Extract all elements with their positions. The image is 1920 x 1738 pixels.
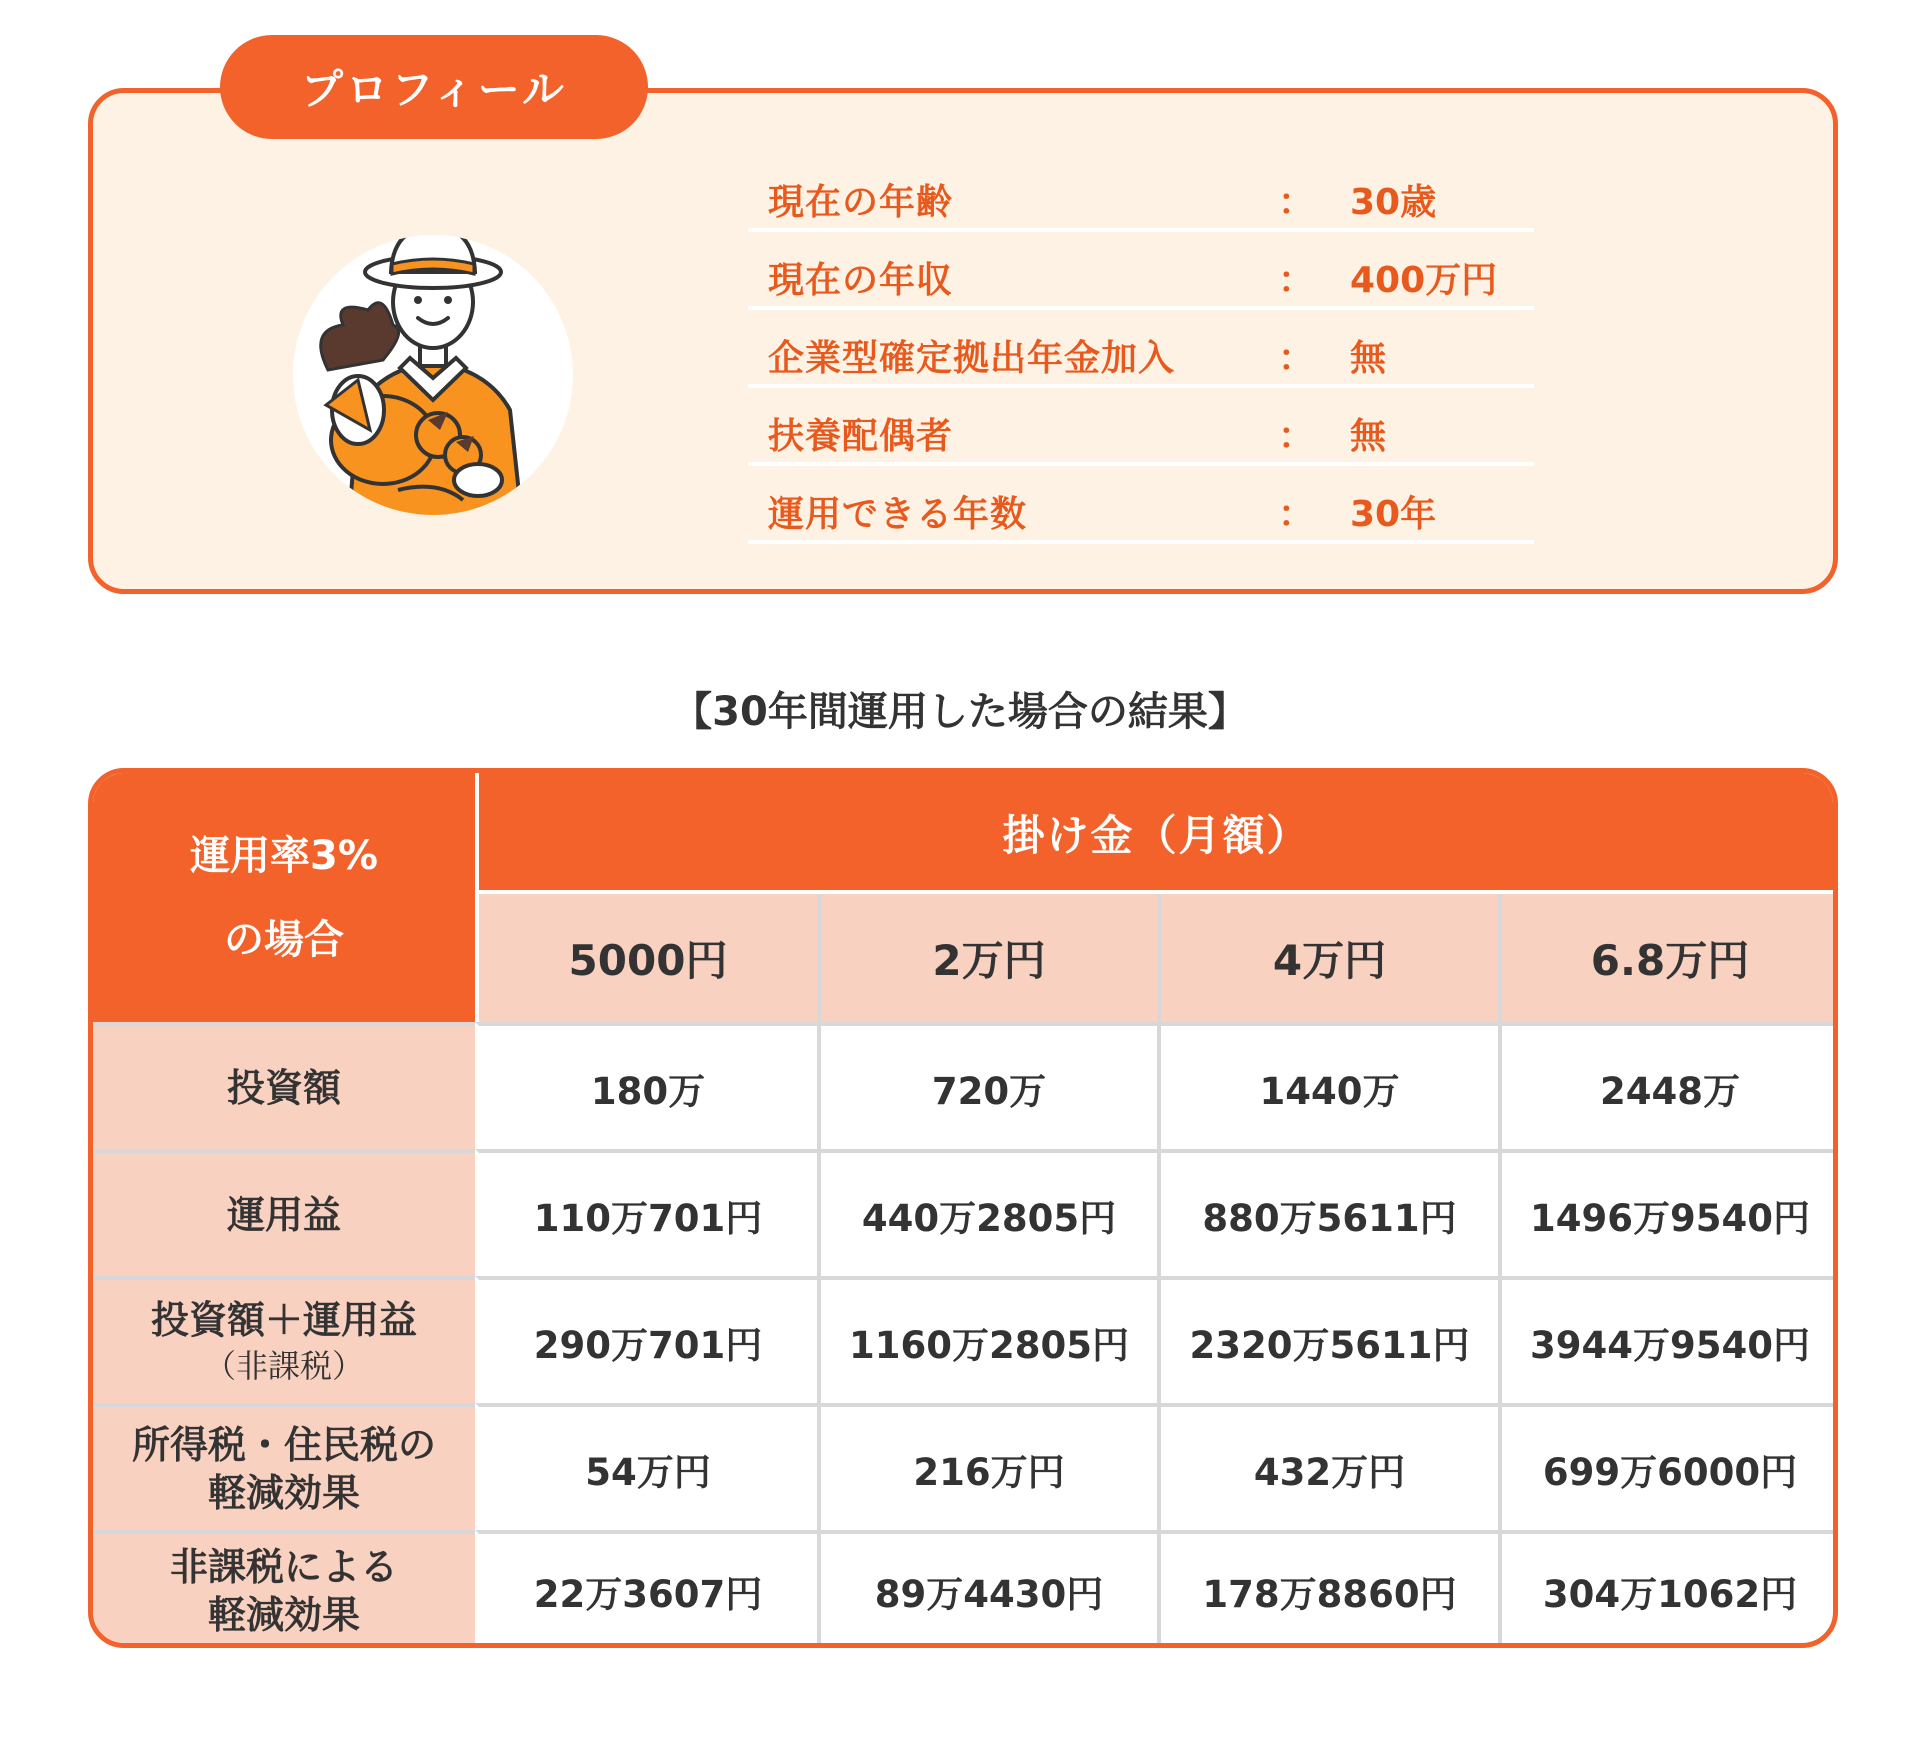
- table-cell: 1440万: [1157, 1022, 1498, 1149]
- profile-value: 無: [1350, 338, 1387, 379]
- results-title: 【30年間運用した場合の結果】: [672, 689, 1248, 735]
- profile-label: 現在の年収: [768, 260, 954, 301]
- profile-value: 無: [1350, 416, 1387, 457]
- row-label: [93, 1276, 475, 1403]
- corner-line-1: 運用率3%: [190, 832, 378, 879]
- profile-label: 企業型確定拠出年金加入: [768, 338, 1176, 379]
- column-header: 2万円: [817, 894, 1157, 1022]
- table-cell: 216万円: [817, 1403, 1157, 1530]
- profile-colon: ：: [1278, 260, 1315, 301]
- table-cell: 290万701円: [475, 1276, 817, 1403]
- results-table: [88, 768, 1838, 1648]
- row-label-text-2: 軽減効果: [207, 1470, 360, 1515]
- row-label: [93, 1403, 475, 1530]
- profile-row-dc-pension: [748, 310, 1534, 388]
- table-cell: 440万2805円: [817, 1149, 1157, 1276]
- profile-label: 扶養配偶者: [768, 416, 954, 457]
- profile-row-years: [748, 466, 1534, 544]
- profile-colon: ：: [1278, 494, 1315, 535]
- table-cell: 2320万5611円: [1157, 1276, 1498, 1403]
- profile-value: 400万円: [1350, 260, 1498, 301]
- profile-label: 現在の年齢: [768, 182, 954, 223]
- table-cell: 1160万2805円: [817, 1276, 1157, 1403]
- profile-value: 30年: [1350, 494, 1437, 535]
- column-header: 5000円: [475, 894, 817, 1022]
- row-label: [93, 1022, 475, 1149]
- row-label-text: 運用益: [226, 1192, 341, 1237]
- row-label-text: 非課税による: [169, 1545, 398, 1589]
- table-cell: 89万4430円: [817, 1530, 1157, 1648]
- row-label-text: 投資額: [226, 1065, 341, 1110]
- profile-row-income: [748, 232, 1534, 310]
- table-cell: 54万円: [475, 1403, 817, 1530]
- table-cell: 880万5611円: [1157, 1149, 1498, 1276]
- table-cell: 3944万9540円: [1498, 1276, 1838, 1403]
- row-label-text: 投資額＋運用益: [150, 1297, 417, 1342]
- farmer-avatar-icon: [288, 230, 578, 520]
- profile-tab: プロフィール: [220, 35, 648, 139]
- table-cell: 180万: [475, 1022, 817, 1149]
- table-cell: 432万円: [1157, 1403, 1498, 1530]
- table-cell: 720万: [817, 1022, 1157, 1149]
- table-cell: 110万701円: [475, 1149, 817, 1276]
- table-corner: [93, 773, 475, 1022]
- table-cell: 2448万: [1498, 1022, 1838, 1149]
- row-label: [93, 1530, 475, 1648]
- table-cell: 178万8860円: [1157, 1530, 1498, 1648]
- row-sublabel: （非課税）: [203, 1346, 364, 1385]
- header-contribution: 掛け金（月額）: [475, 773, 1838, 893]
- profile-colon: ：: [1278, 182, 1315, 223]
- profile-label: 運用できる年数: [768, 494, 1028, 535]
- profile-value: 30歳: [1350, 182, 1437, 223]
- table-cell: 699万6000円: [1498, 1403, 1838, 1530]
- corner-line-2: の場合: [224, 916, 344, 963]
- profile-colon: ：: [1278, 338, 1315, 379]
- profile-row-spouse: [748, 388, 1534, 466]
- table-cell: 304万1062円: [1498, 1530, 1838, 1648]
- table-cell: 22万3607円: [475, 1530, 817, 1648]
- profile-row-age: [748, 154, 1534, 232]
- row-label: [93, 1149, 475, 1276]
- row-label-text: 所得税・住民税の: [131, 1422, 436, 1467]
- table-cell: 1496万9540円: [1498, 1149, 1838, 1276]
- row-label-text-2: 軽減効果: [207, 1593, 360, 1637]
- profile-colon: ：: [1278, 416, 1315, 457]
- column-header: 4万円: [1157, 894, 1498, 1022]
- column-header: 6.8万円: [1498, 894, 1838, 1022]
